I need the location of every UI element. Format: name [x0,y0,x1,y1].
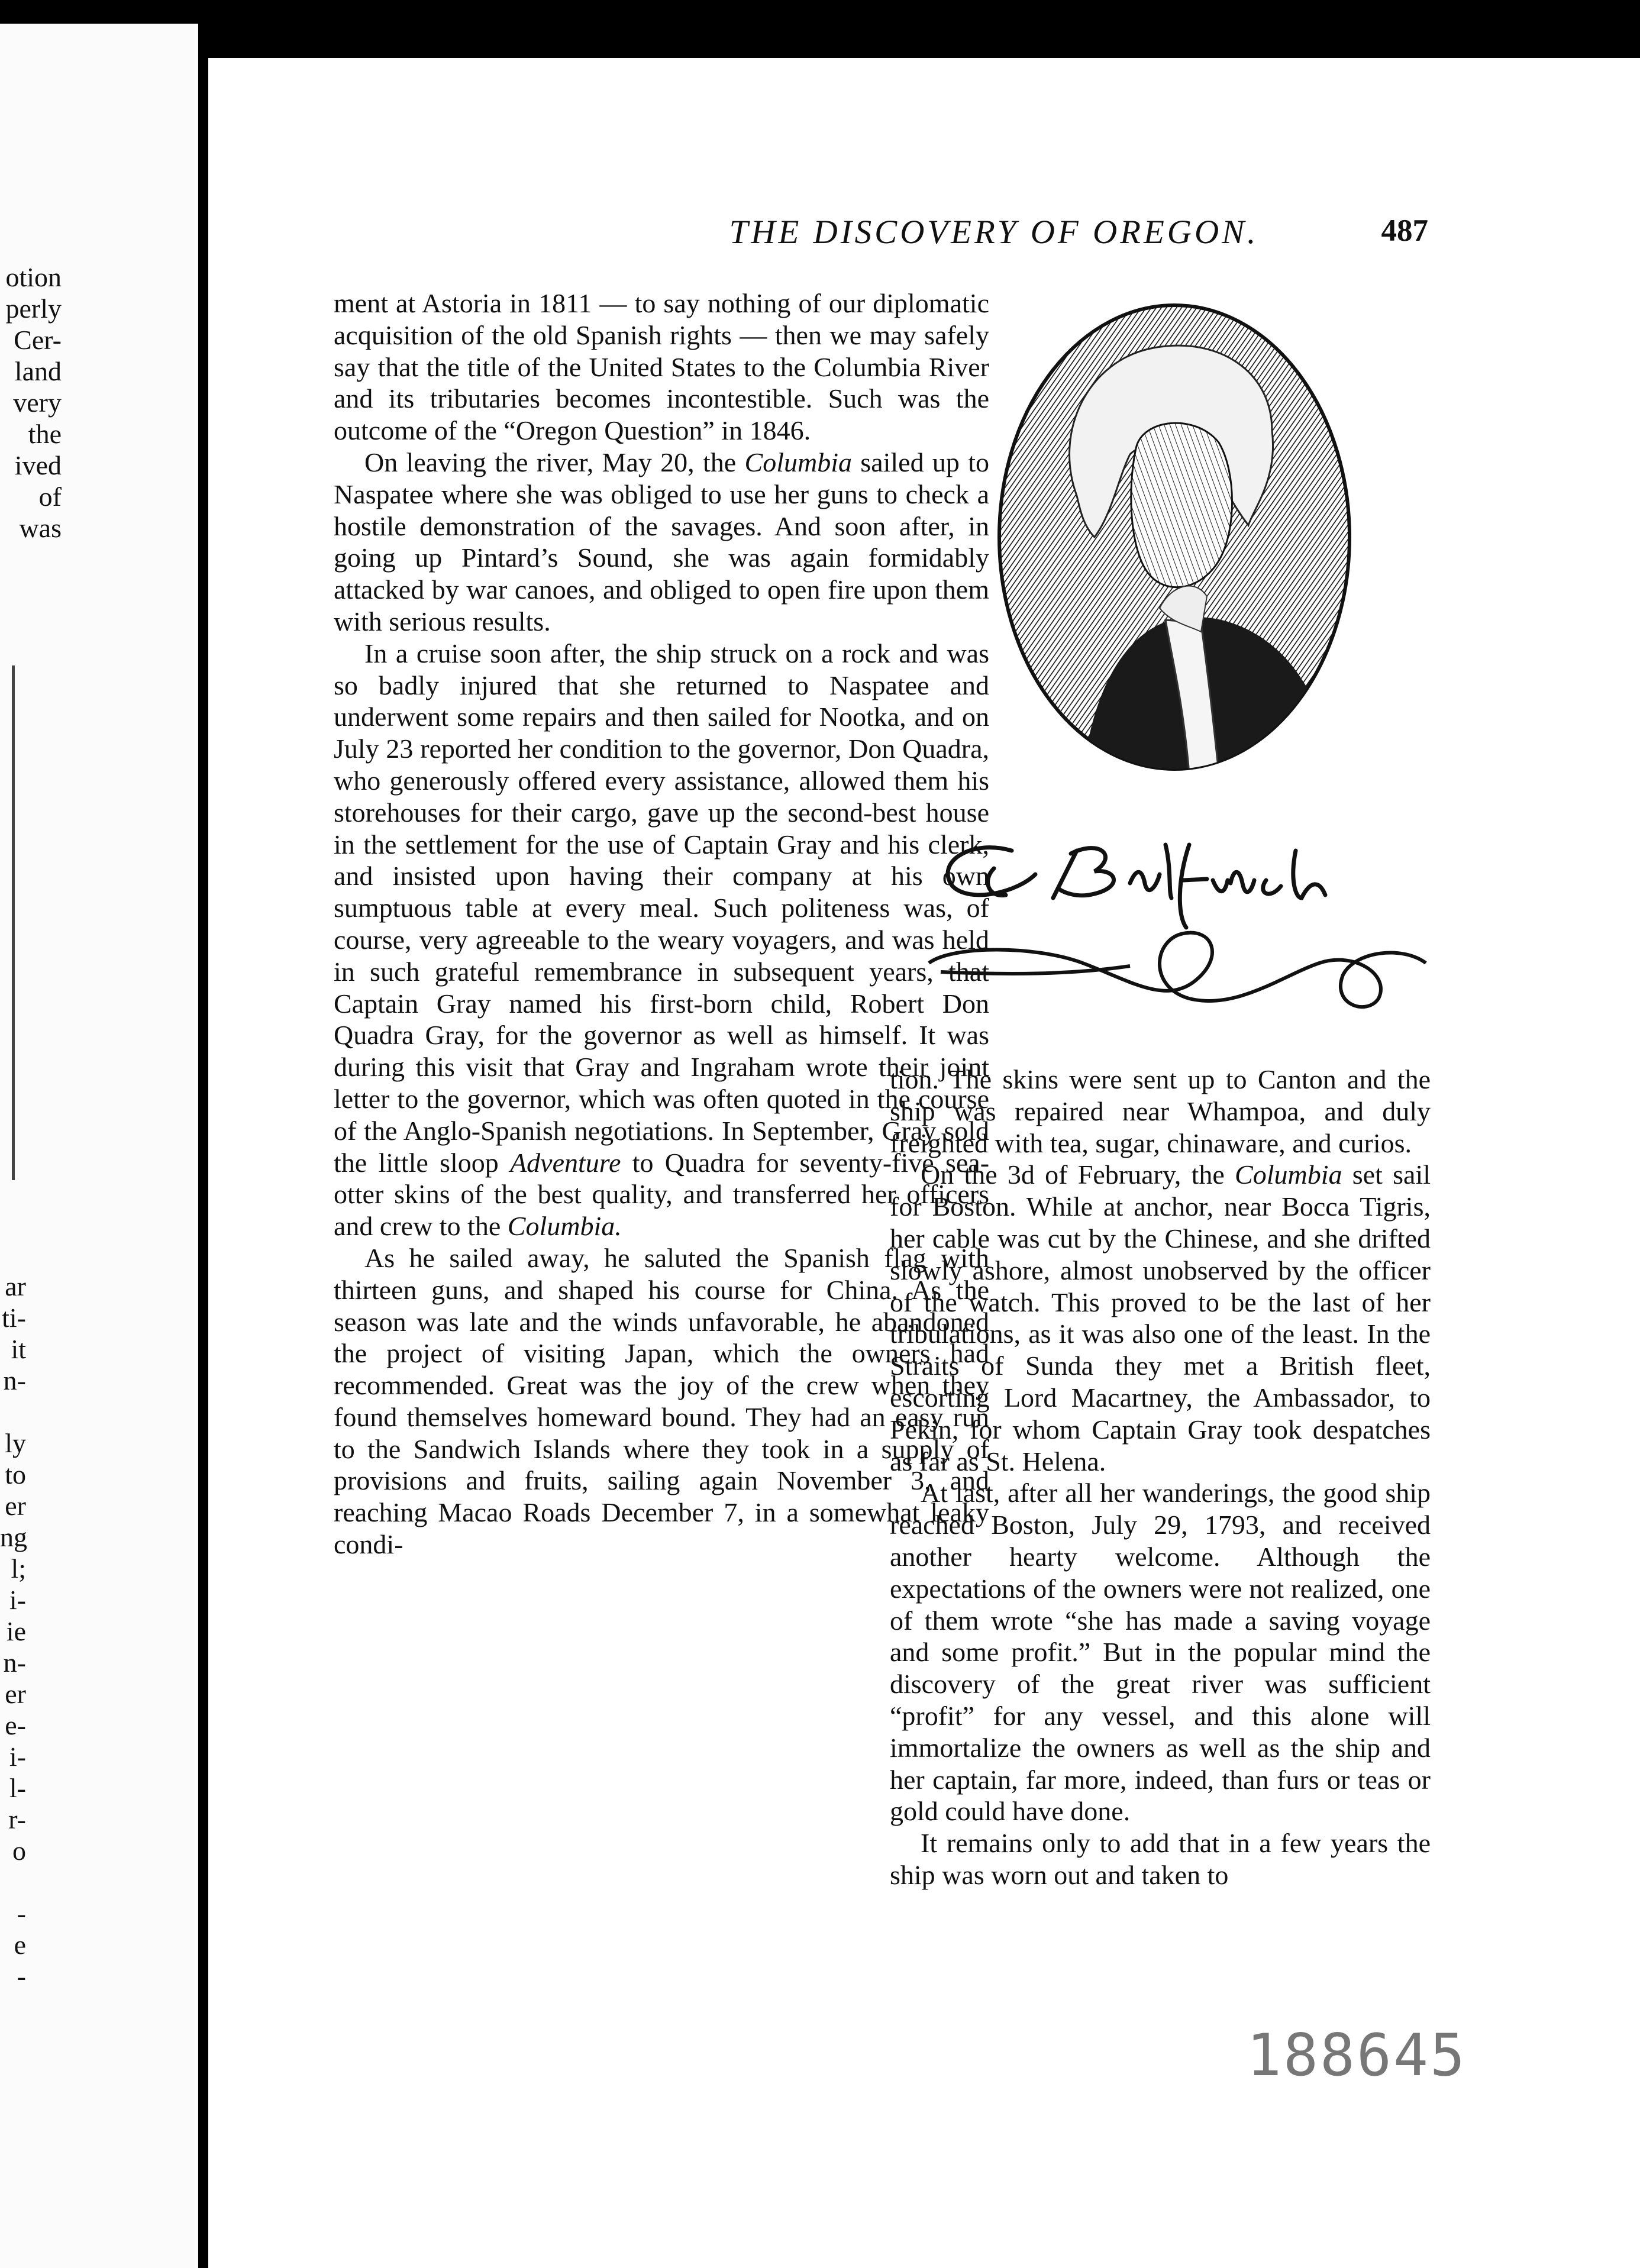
ship-name: Columbia. [507,1211,622,1242]
engraved-portrait-image [994,301,1355,774]
text-run: sailed up to Naspatee where she was obliged to use her guns to check a hostile demonstration of the savages. And soon after, in going up Pintard’s Sound, she was again formidably attacked by war canoes, and obliged to open fire upon them with serious results. [334,447,989,637]
previous-page-fragment: very [13,387,62,418]
right-text-column [890,1064,1431,1891]
paragraph: As he sailed away, he saluted the Spanish flag with thirteen guns, and shaped his course for China. As the season was late and the winds unfavorable, he abandoned the project of visiting Japan, which the owners had recommended. Great was the joy of the crew when they found themselves homeward bound. They had an easy run to the Sandwich Islands where they took in a supply of provisions and fruits, sailing again November 3, and reaching Macao Roads December 7, in a somewhat leaky condi- [334,1242,989,1560]
text-run: In a cruise soon after, the ship struck on a rock and was so badly injured that she returned to Naspatee and underwent some repairs and then sailed for Nootka, and on July 23 reported her condition to the governor, Don Quadra, who generously offered every assistance, allowed them his storehouses for their cargo, gave up the second-best house in the settlement for the use of Captain Gray and his clerk, and insisted upon having their company at his own sumptuous table at every meal. Such politeness was, of course, very agreeable to the weary voyagers, and was held in such grateful remembrance in subsequent years, that Captain Gray named his first-born child, Robert Don Quadra Gray, for the governor as well as himself. It was during this visit that Gray and Ingraham wrote their joint letter to the governor, which was often quoted in the course of the Anglo-Spanish negotiations. In September, Gray sold the little sloop [334,638,989,1178]
previous-page-fragment: ly [5,1428,26,1458]
previous-page-fragment: - [17,1961,26,1991]
previous-page-fragment: of [38,482,62,512]
previous-page-fragment: was [19,513,62,543]
page-number: 487 [1381,214,1428,248]
previous-page-fragment: perly [5,293,62,324]
previous-page-text-fragments-top [0,261,62,544]
paragraph: At last, after all her wanderings, the good ship reached Boston, July 29, 1793, and received another hearty welcome. Although the expectations of the owners were not realized, one of them wrote “she has made a saving voyage and some profit.” But in the popular mind the discovery of the great river was sufficient “profit” for any vessel, and this alone will immortalize the owners as well as the ship and her captain, far more, indeed, than furs or teas or gold could have done. [890,1478,1431,1827]
book-page [208,58,1640,2268]
previous-page-fragment: Cer- [14,325,62,355]
previous-page-fragment: ived [14,450,62,480]
text-run: On leaving the river, May 20, the [364,447,737,477]
signature-image [917,827,1433,1022]
previous-page-fragment [0,1396,26,1427]
previous-page-fragment [0,1866,26,1898]
previous-page-fragment: the [28,419,62,449]
ship-name: Columbia [1235,1159,1342,1190]
paragraph: ment at Astoria in 1811 — to say nothing of our diplomatic acquisition of the old Spanish rights — then we may safely say that the title of the United States to the Columbia River and its tributaries becomes incontestible. Such was the outcome of the “Oregon Question” in 1846. [334,288,989,446]
ship-name: Adventure [510,1147,621,1178]
accession-number-stamp: 188645 [1247,2022,1467,2089]
previous-page-text-fragments-bottom [0,1271,26,1992]
previous-page-fragment: r- [8,1804,26,1834]
text-run: On the 3d of February, the [921,1159,1225,1190]
previous-page-fragment: l; [11,1553,26,1584]
previous-page-fragment: i- [9,1585,26,1615]
previous-page-fragment: ng [0,1522,27,1552]
previous-page-fragment: otion [5,262,62,292]
paragraph [890,1159,1431,1477]
text-run: set sail for Boston. While at anchor, near Bocca Tigris, her cable was cut by the Chinese, and she drifted slowly ashore, almost unobserved by the officer of the watch. This proved to be the last of her tribulations, as it was also one of the least. In the Straits of Sunda they met a British fleet, escorting Lord Macartney, the Ambassador, to Pekin, for whom Captain Gray took despatches as far as St. Helena. [890,1159,1431,1477]
previous-page-fragment: er [5,1679,26,1709]
previous-page-fragment: n- [3,1365,26,1395]
paragraph [334,447,989,638]
previous-page-fragment: er [5,1491,26,1521]
previous-page-rule [12,665,15,1180]
text-run: to Quadra for seventy-five sea-otter skins of the best quality, and transferred her officers and crew to the [334,1147,990,1242]
previous-page-fragment: to [5,1459,26,1490]
previous-page-fragment: ar [5,1271,26,1301]
previous-page-fragment: l- [9,1773,26,1803]
running-head-title: THE DISCOVERY OF OREGON. [729,214,1259,251]
paragraph: It remains only to add that in a few years the ship was worn out and taken to [890,1828,1431,1890]
previous-page-fragment: land [14,356,62,386]
previous-page-fragment: it [11,1334,26,1364]
previous-page-fragment: ie [6,1616,26,1646]
previous-page-fragment: i- [9,1742,26,1772]
ship-name: Columbia [744,447,852,477]
paragraph: tion. The skins were sent up to Canton and the ship was repaired near Whampoa, and duly freighted with tea, sugar, chinaware, and curios. [890,1064,1431,1158]
previous-page-fragment: o [12,1836,26,1866]
previous-page-fragment: - [17,1898,26,1928]
previous-page-fragment: n- [3,1647,26,1678]
portrait-figure [917,295,1433,1099]
previous-page-fragment: e- [5,1710,26,1740]
previous-page-fragment: e [14,1930,26,1960]
previous-page-edge [0,24,198,2268]
previous-page-fragment: ti- [2,1303,26,1333]
